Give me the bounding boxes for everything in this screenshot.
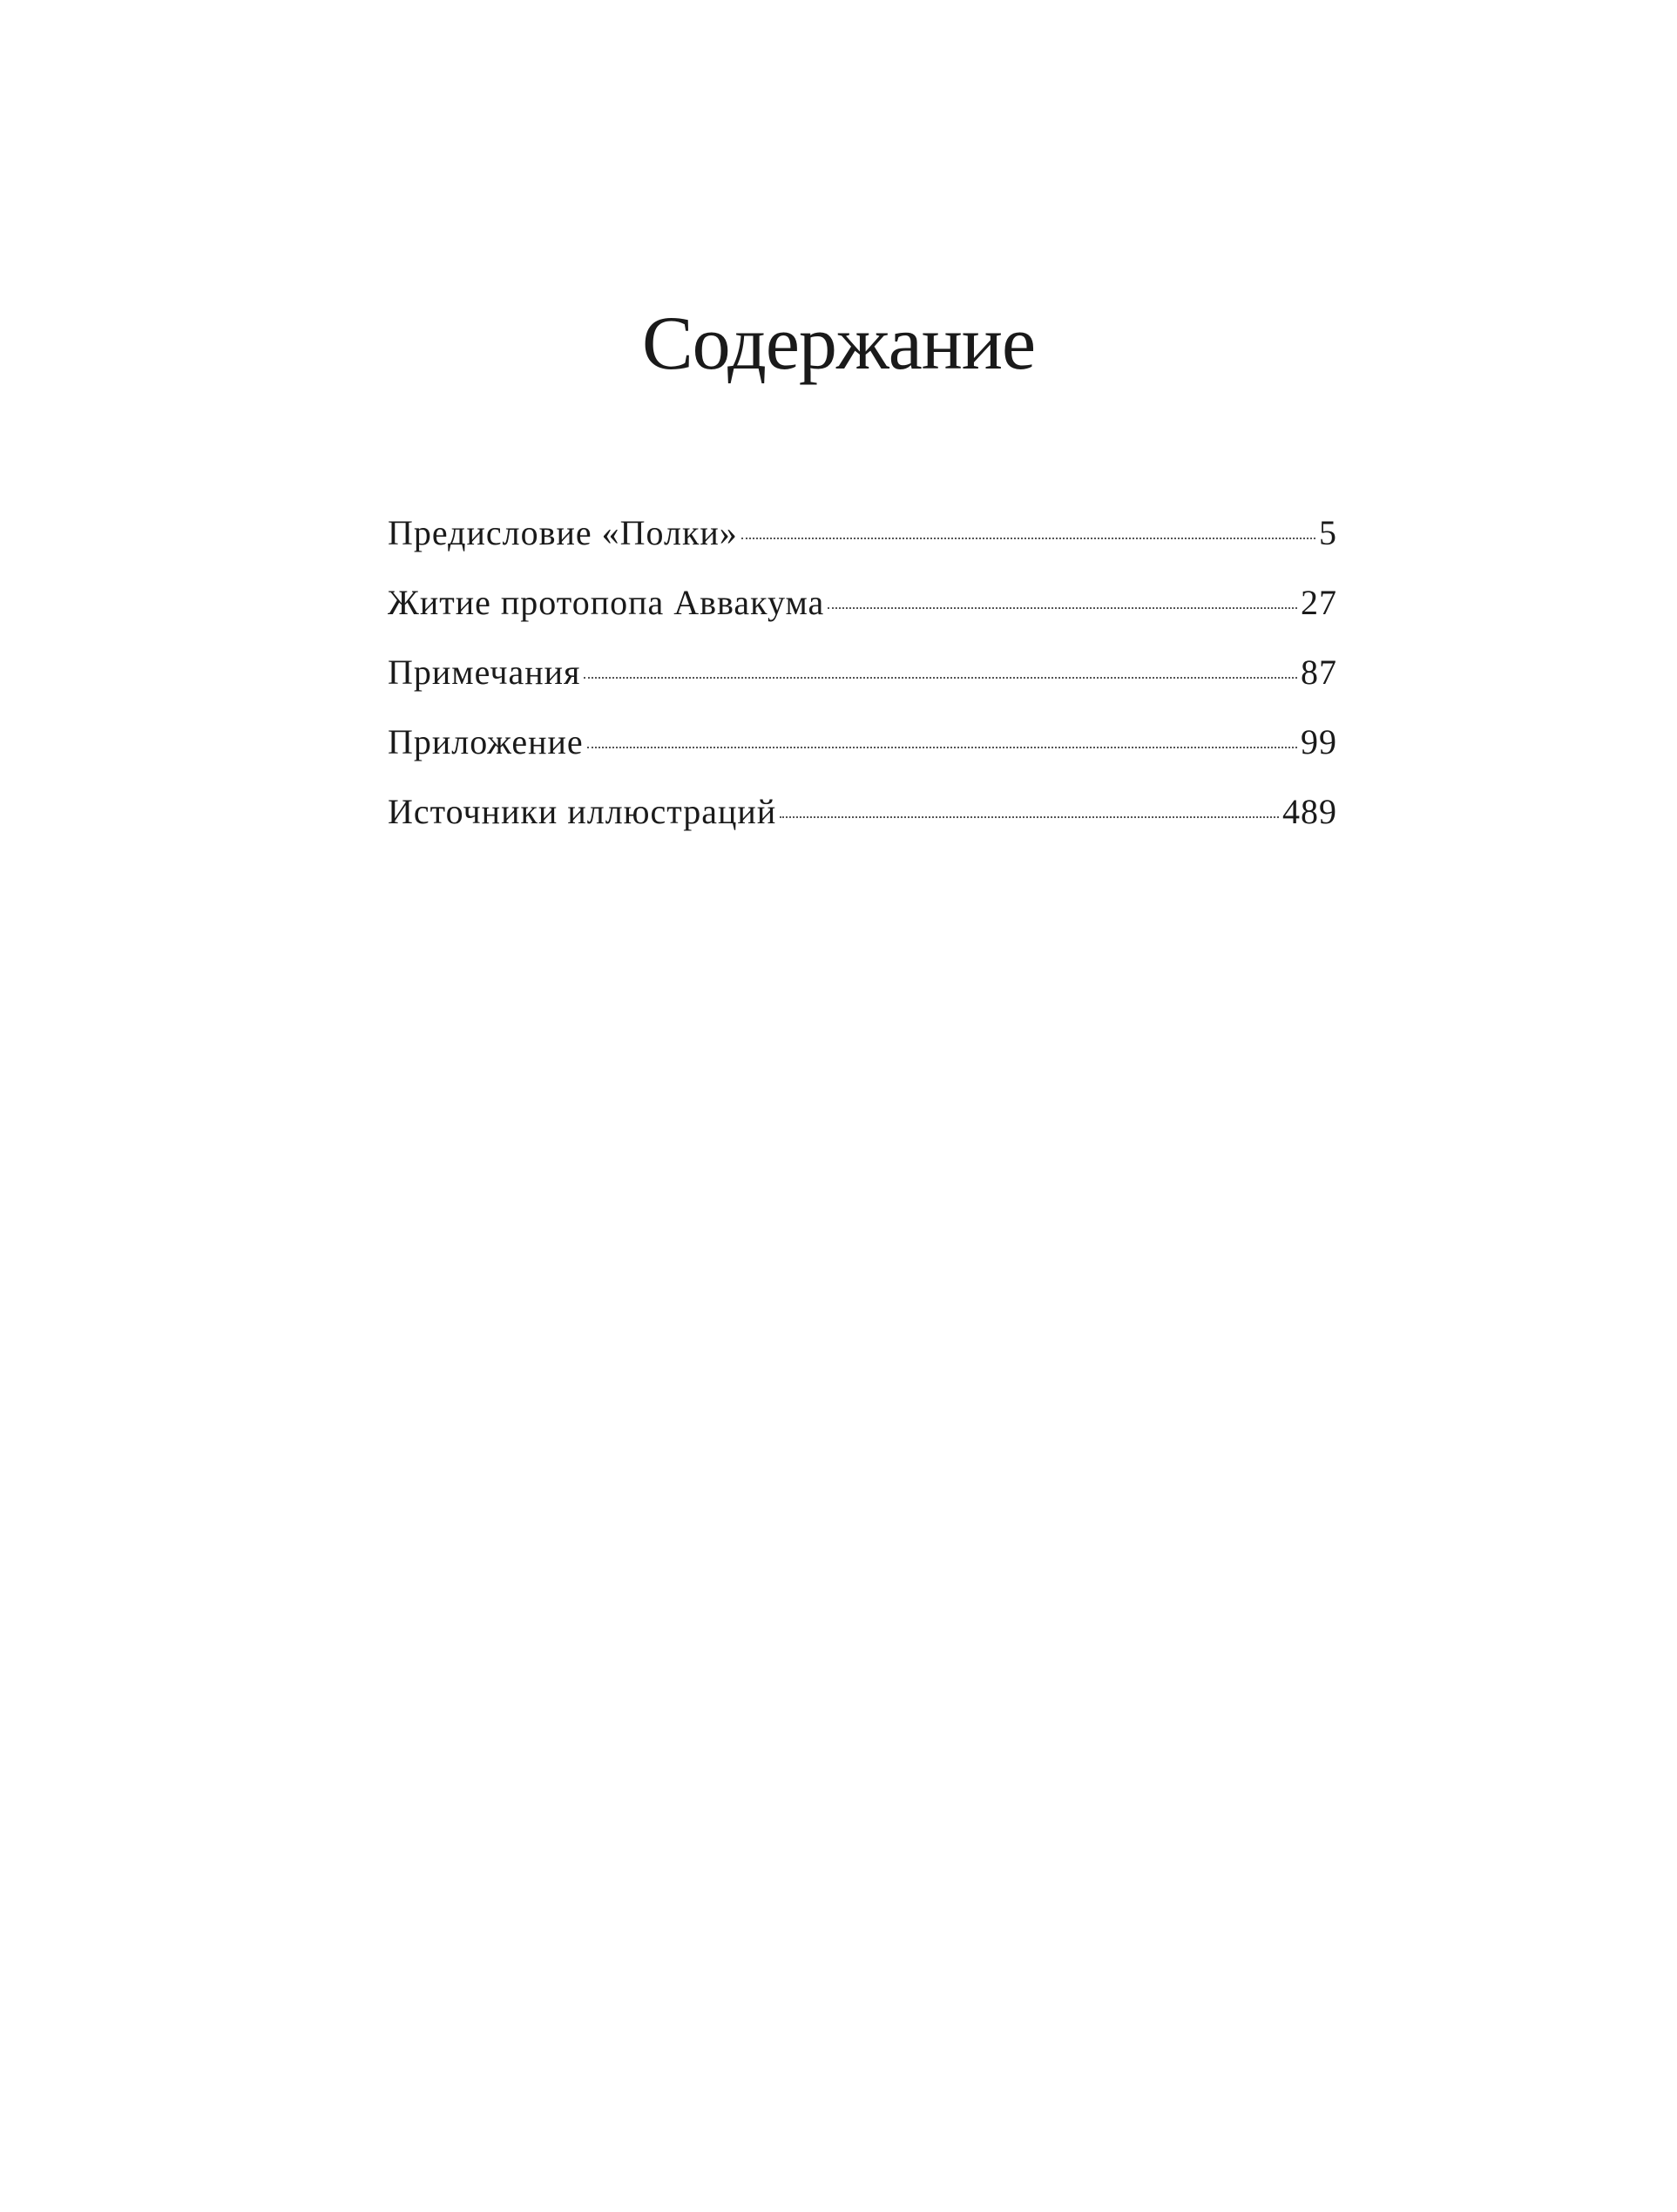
dot-leader: [584, 677, 1297, 679]
page-title: Содержание: [641, 301, 1036, 386]
dot-leader: [780, 816, 1279, 818]
toc-entry-page-number: 99: [1301, 722, 1337, 761]
toc-entry-page-number: 5: [1319, 513, 1337, 552]
toc-entry-page-number: 27: [1301, 583, 1337, 622]
toc-entry-label: Предисловие «Полки»: [388, 513, 738, 552]
dot-leader: [741, 538, 1315, 539]
toc-entry-label: Примечания: [388, 653, 581, 692]
toc-entry-label: Приложение: [388, 722, 584, 761]
toc-entry-page-number: 489: [1282, 792, 1337, 831]
toc-entry-label: Житие протопопа Аввакума: [388, 583, 825, 622]
dot-leader: [828, 607, 1297, 609]
toc-entry-page-number: 87: [1301, 653, 1337, 692]
table-of-contents: [388, 512, 1337, 861]
toc-entry-life-of-avvakum[interactable]: [388, 582, 1337, 652]
toc-entry-preface[interactable]: [388, 512, 1337, 582]
toc-entry-appendix[interactable]: [388, 721, 1337, 791]
dot-leader: [587, 747, 1297, 748]
toc-entry-illustration-sources[interactable]: [388, 791, 1337, 861]
toc-entry-label: Источники иллюстраций: [388, 792, 777, 831]
toc-entry-notes[interactable]: [388, 652, 1337, 721]
